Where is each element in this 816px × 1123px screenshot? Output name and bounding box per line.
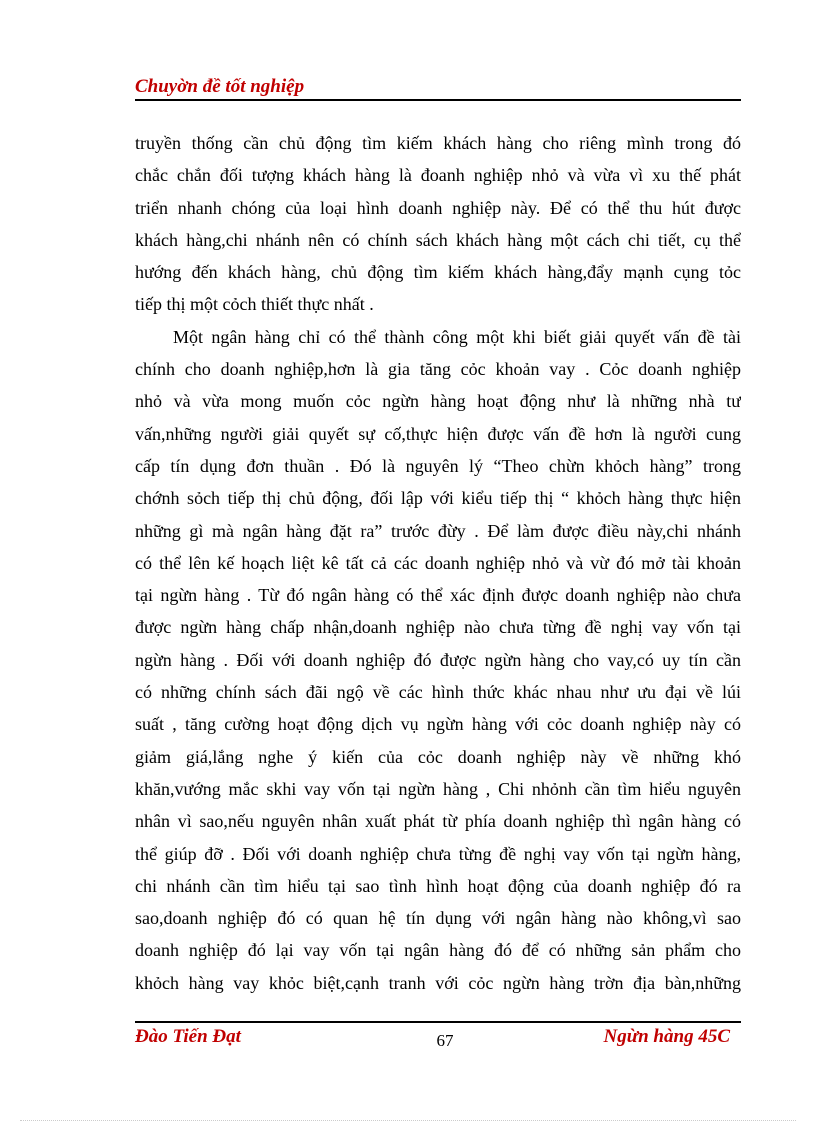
paragraph-line: chi nhánh cần tìm hiểu tại sao tình hình hoạt động của doanh nghiệp đó ra [135, 875, 741, 896]
paragraph-line: truyền thống cần chủ động tìm kiếm khách hàng cho riêng mình trong đó [135, 133, 741, 153]
footer-divider [135, 1021, 741, 1023]
paragraph-line: được ngừn hàng chấp nhận,doanh nghiệp nào chưa từng đề nghị vay vốn tại [135, 617, 741, 638]
paragraph-line: giảm giá,lắng nghe ý kiến của cỏc doanh nghiệp này về những khó [135, 746, 741, 767]
paragraph-line: nhân vì sao,nếu nguyên nhân xuất phát từ phía doanh nghiệp thì ngân hàng có [135, 811, 741, 832]
paragraph-line: triển nhanh chóng của loại hình doanh nghiệp này. Để có thể thu hút được [135, 197, 741, 218]
paragraph-line: chính cho doanh nghiệp,hơn là gia tăng cỏc khoản vay . Cỏc doanh nghiệp [135, 359, 741, 380]
header-divider [135, 99, 741, 101]
paragraph-line: khách hàng,chi nhánh nên có chính sách khách hàng một cách chi tiết, cụ thể [135, 229, 741, 250]
paragraph-line: tại ngừn hàng . Từ đó ngân hàng có thể xác định được doanh nghiệp nào chưa [135, 585, 741, 606]
paragraph-line: cấp tín dụng đơn thuần . Đó là nguyên lý “Theo chừn khỏch hàng” trong [135, 455, 741, 476]
document-body [135, 127, 741, 999]
page-bottom-edge [20, 1120, 796, 1121]
paragraph-line: tiếp thị một cỏch thiết thực nhất . [135, 294, 374, 315]
paragraph-line: doanh nghiệp đó lại vay vốn tại ngân hàng đó để có những sản phẩm cho [135, 940, 741, 961]
paragraph-line: sao,doanh nghiệp đó có quan hệ tín dụng với ngân hàng nào không,vì sao [135, 908, 741, 929]
page-number: 67 [436, 1031, 454, 1050]
paragraph-line: nhỏ và vừa mong muốn cỏc ngừn hàng hoạt động như là những nhà tư [135, 391, 741, 412]
paragraph-line: vấn,những người giải quyết sự cố,thực hiện được vấn đề hơn là người cung [135, 423, 741, 444]
paragraph-line: chớnh sỏch tiếp thị chủ động, đối lập với kiểu tiếp thị “ khỏch hàng thực hiện [135, 488, 741, 509]
paragraph-line: khỏch hàng vay khỏc biệt,cạnh tranh với cỏc ngừn hàng trờn địa bàn,những [135, 972, 741, 993]
paragraph-line: hướng đến khách hàng, chủ động tìm kiếm khách hàng,đẩy mạnh cụng tỏc [135, 262, 741, 283]
footer-class-name: Ngừn hàng 45C [603, 1026, 730, 1047]
header-title: Chuyờn đề tốt nghiệp [135, 76, 305, 97]
paragraph-line: khăn,vướng mắc skhi vay vốn tại ngừn hàng , Chi nhỏnh cần tìm hiểu nguyên [135, 778, 741, 799]
paragraph-line: có thể lên kế hoạch liệt kê tất cả các doanh nghiệp nhỏ và vừ đó mở tài khoản [135, 552, 741, 573]
paragraph-line: Một ngân hàng chỉ có thể thành công một khi biết giải quyết vấn đề tài [173, 326, 741, 347]
footer-author: Đào Tiến Đạt [135, 1026, 241, 1047]
paragraph-line: ngừn hàng . Đối với doanh nghiệp đó được ngừn hàng cho vay,có uy tín cần [135, 649, 741, 670]
paragraph-line: có những chính sách đãi ngộ về các hình thức khác nhau như ưu đại về lúi [135, 682, 741, 703]
paragraph-line: chắc chắn đối tượng khách hàng là đoanh nghiệp nhỏ và vừa vì xu thế phát [135, 165, 741, 186]
paragraph-line: suất , tăng cường hoạt động dịch vụ ngừn hàng với cỏc doanh nghiệp này có [135, 714, 741, 735]
paragraph-line: thể giúp đỡ . Đối với doanh nghiệp chưa từng đề nghị vay vốn tại ngừn hàng, [135, 843, 741, 864]
paragraph-line: những gì mà ngân hàng đặt ra” trước đừy . Để làm được điều này,chi nhánh [135, 520, 741, 541]
